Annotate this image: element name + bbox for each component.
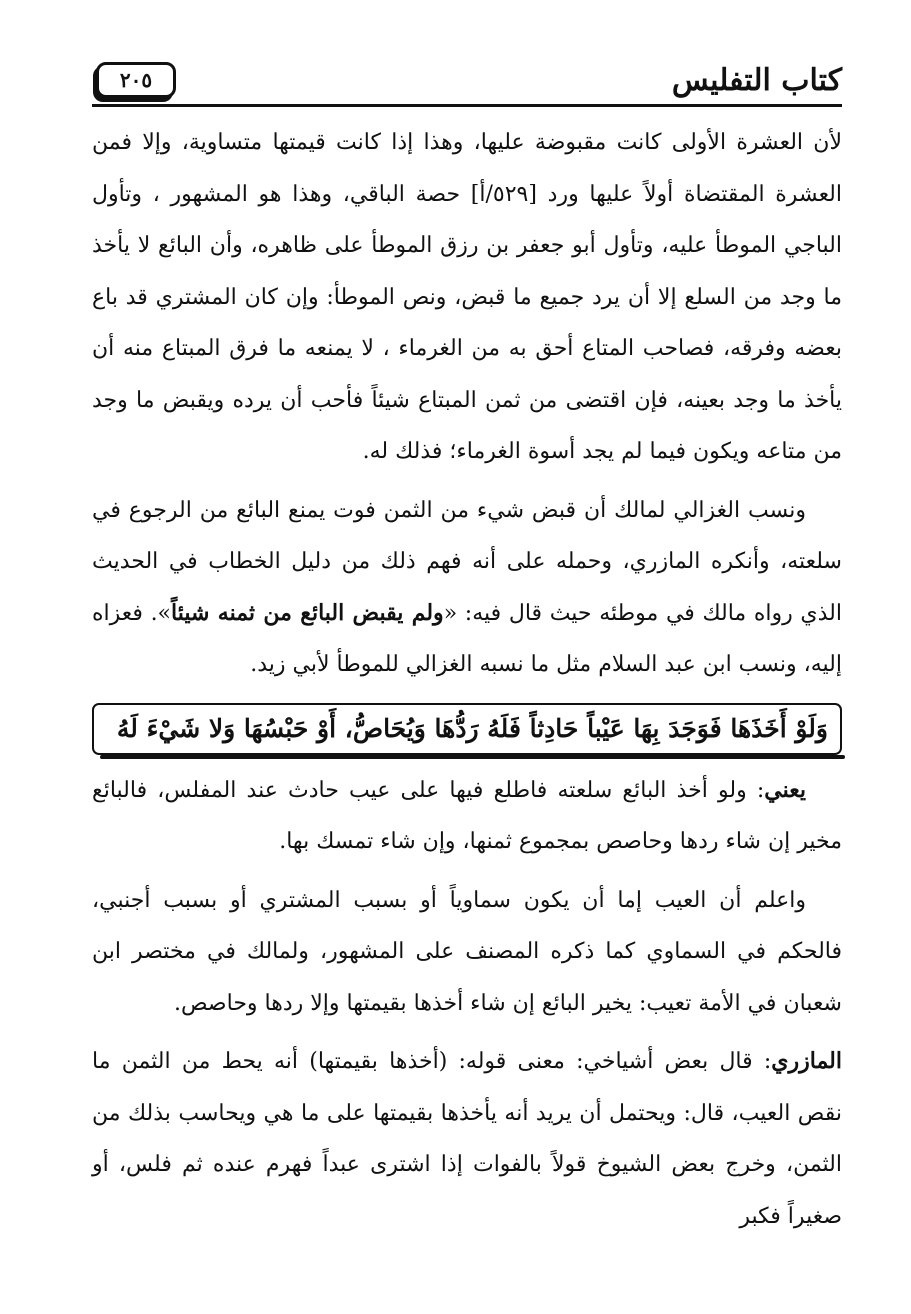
hadith-quote: ولم يقبض البائع من ثمنه شيئاً (171, 599, 444, 626)
paragraph-commentary-1: لأن العشرة الأولى كانت مقبوضة عليها، وهذا إذا كانت قيمتها متساوية، وإلا فمن العشرة المقتضاة أولاً عليها ورد [٥٢٩/أ] حصة الباقي، وهذا هو المشهور ، وتأول الباجي الموطأ عليه، وتأول أبو جعفر بن رزق الموطأ على ظاهره، وأن البائع لا يأخذ ما وجد من السلع إلا أن يرد جميع ما قبض، ونص الموطأ: وإن كان المشتري قد باع بعضه وفرقه، فصاحب المتاع أحق به من الغرماء ، لا يمنعه ما فرق المبتاع منه أن يأخذ ما وجد بعينه، فإن اقتضى من ثمن المبتاع شيئاً فأحب أن يرده ويقبض ما وجد من متاعه ويكون فيما لم يجد أسوة الغرماء؛ فذلك له. (92, 130, 842, 464)
explanation-label: يعني (764, 776, 806, 803)
paragraph-explanation (92, 765, 842, 868)
mazari-text: : قال بعض أشياخي: معنى قوله: (أخذها بقيمتها) أنه يحط من الثمن ما نقص العيب، قال: ويحتمل أن يريد أنه يأخذها بقيمتها على ما هي ويحاسب بذلك من الثمن، وخرج بعض الشيوخ قولاً بالفوات إذا اشترى عبداً فهرم عنده ثم فلس، أو صغيراً فكبر (92, 1049, 842, 1229)
page-number: ٢٠٥ (96, 62, 176, 98)
matn-text-box (92, 703, 842, 755)
paragraph-defect-types: واعلم أن العيب إما أن يكون سماوياً أو بسبب المشتري أو بسبب أجنبي، فالحكم في السماوي كما ذكره المصنف على المشهور، ولمالك في مختصر ابن شعبان في الأمة تعيب: يخير البائع إن شاء أخذها بقيمتها وإلا ردها وحاصص. (92, 887, 842, 1016)
book-title: كتاب التفليس (671, 63, 842, 98)
paragraph-2-text-after: ». فعزاه إليه، ونسب ابن عبد السلام مثل ما نسبه الغزالي للموطأ لأبي زيد. (92, 600, 842, 677)
document-page (92, 52, 842, 1282)
matn-text: وَلَوْ أَخَذَهَا فَوَجَدَ بِهَا عَيْباً حَادِثاً فَلَهُ رَدُّهَا وَيُحَاصُّ، أَوْ حَبْسُهَا وَلا شَيْءَ لَهُ (116, 713, 828, 743)
paragraph-commentary-2 (92, 485, 842, 691)
page-header (92, 52, 842, 107)
body-text (92, 117, 842, 1242)
mazari-label: المازري (771, 1048, 842, 1074)
paragraph-2-text-before: ونسب الغزالي لمالك أن قبض شيء من الثمن فوت يمنع البائع من الرجوع في سلعته، وأنكره المازري، وحمله على أنه فهم ذلك من دليل الخطاب في الحديث الذي رواه مالك في موطئه حيث قال فيه: « (92, 497, 842, 626)
explanation-text: : ولو أخذ البائع سلعته فاطلع فيها على عيب حادث عند المفلس، فالبائع مخير إن شاء ردها وحاصص بمجموع ثمنها، وإن شاء تمسك بها. (92, 777, 842, 854)
paragraph-mazari (92, 1036, 842, 1242)
